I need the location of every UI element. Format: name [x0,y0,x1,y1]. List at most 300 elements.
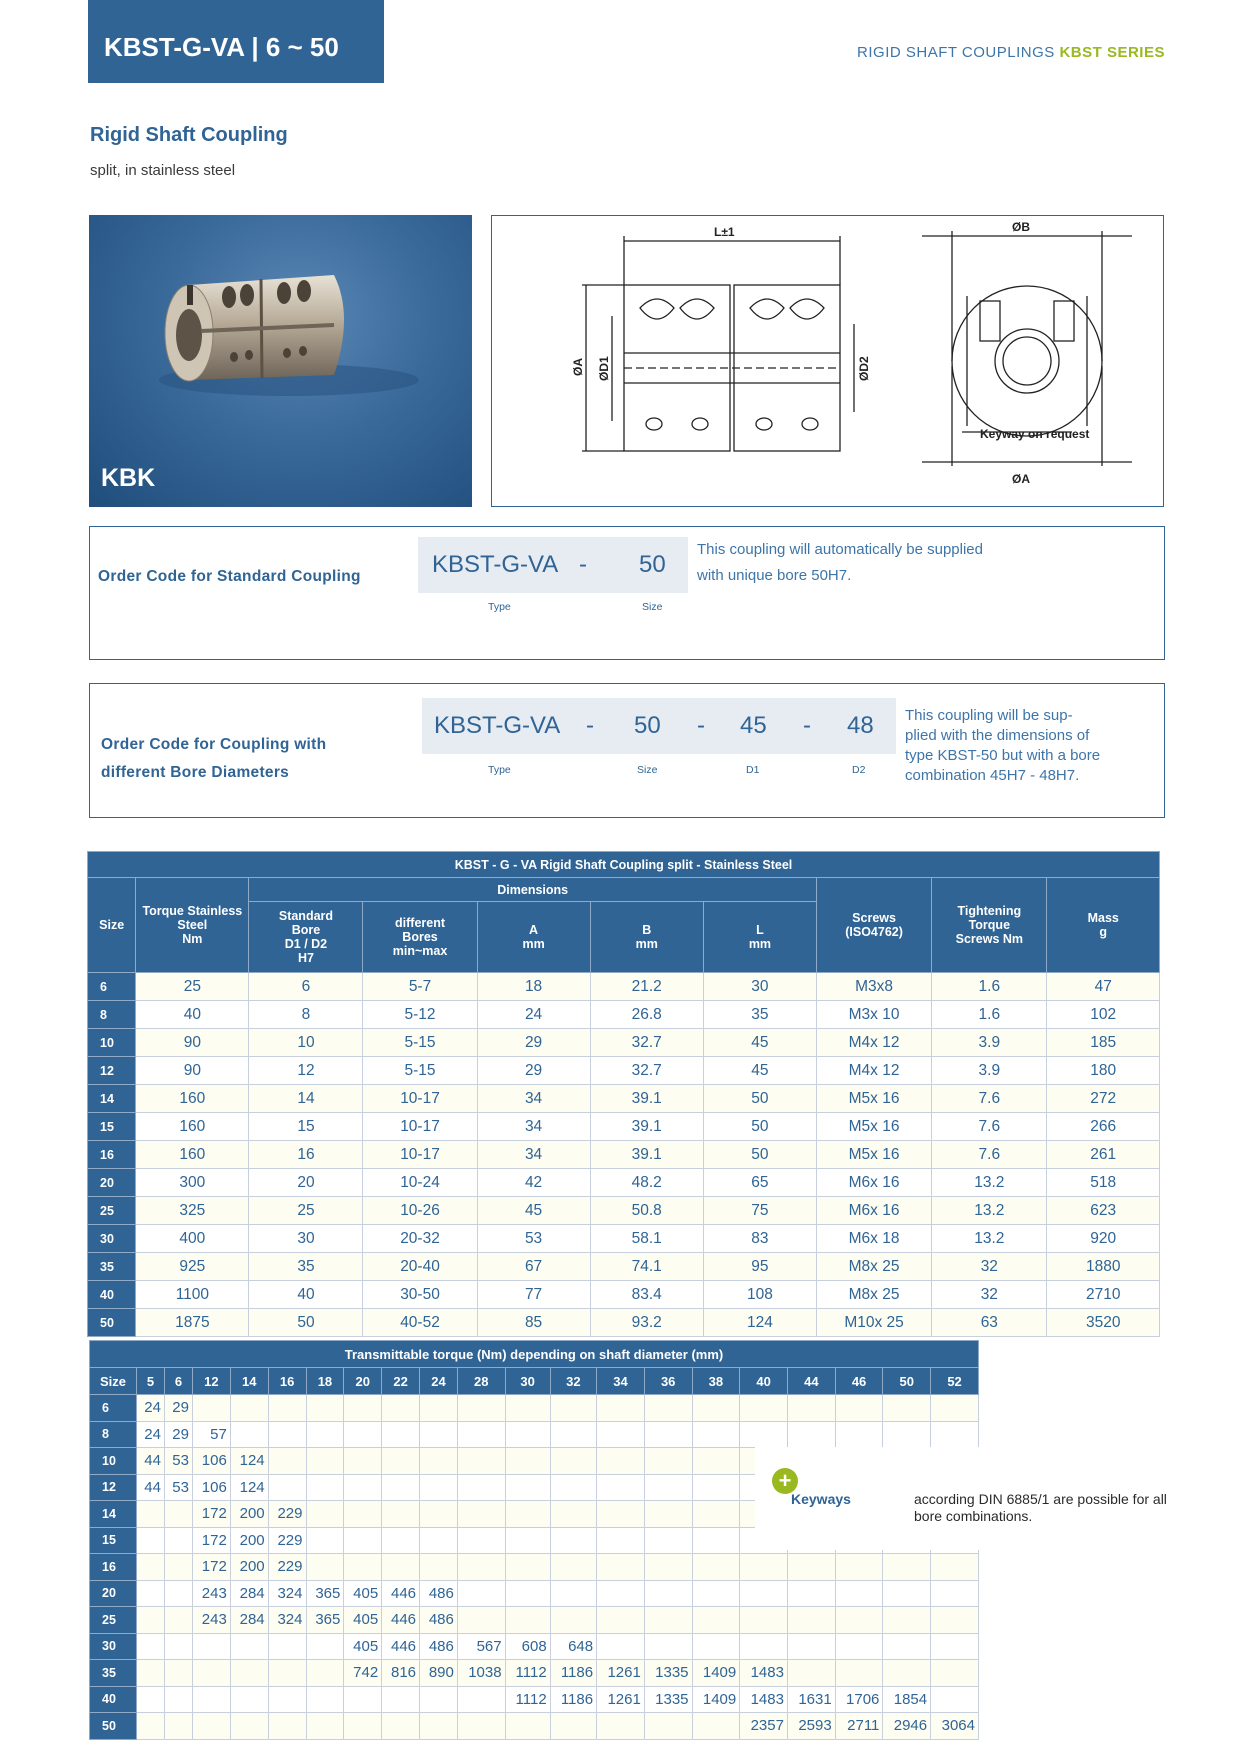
side-view-outer [952,286,1102,436]
table-cell [597,1448,645,1475]
table-cell: 30 [703,973,816,1001]
table-cell: 200 [230,1527,268,1554]
table-cell: 200 [230,1554,268,1581]
table-cell [692,1580,740,1607]
label-line: different Bore Diameters [101,764,290,781]
table-cell [597,1527,645,1554]
table-cell: 172 [192,1501,230,1528]
table-cell [505,1713,550,1740]
table-cell [931,1686,979,1713]
table-cell: 45 [703,1057,816,1085]
table-cell: 243 [192,1580,230,1607]
table-cell [420,1395,458,1422]
table-cell [692,1713,740,1740]
col-mass: Mass g [1047,878,1160,973]
table-cell [644,1554,692,1581]
table-cell [382,1713,420,1740]
table-cell: 24 [137,1395,165,1422]
table-row [88,1281,1160,1309]
table-cell: 50 [703,1085,816,1113]
table-cell [457,1395,505,1422]
table-cell [420,1527,458,1554]
table-cell [692,1421,740,1448]
caption-size: Size [637,764,658,776]
label-a-front: ØA [571,358,585,376]
table-cell [382,1527,420,1554]
table-cell [931,1554,979,1581]
table-row [88,1085,1160,1113]
table-cell [268,1474,306,1501]
row-size: 50 [90,1713,137,1740]
table-cell: 1186 [550,1660,596,1687]
table-row [88,1197,1160,1225]
table-cell [137,1501,165,1528]
table-cell: M3x8 [817,973,932,1001]
table-row [90,1421,979,1448]
row-size: 40 [88,1281,136,1309]
table-cell [550,1607,596,1634]
table-row [90,1713,979,1740]
table-cell: 1483 [740,1660,788,1687]
table-cell [230,1633,268,1660]
label-a-side: ØA [1012,472,1030,486]
row-size: 8 [90,1421,137,1448]
table-cell: 7.6 [932,1085,1047,1113]
table-cell [644,1395,692,1422]
table-cell: 65 [703,1169,816,1197]
table-cell: 5-7 [363,973,477,1001]
table-cell: 1100 [136,1281,249,1309]
table-cell [505,1607,550,1634]
table-cell [883,1421,931,1448]
table-cell [931,1580,979,1607]
code-size: 50 [634,712,661,739]
table-cell: 35 [249,1253,363,1281]
table-cell [344,1686,382,1713]
table-cell: 32 [932,1253,1047,1281]
row-size: 14 [88,1085,136,1113]
code-dash: - [579,551,587,578]
table-row [88,1309,1160,1337]
table-cell [420,1686,458,1713]
col-diameter: 32 [550,1368,596,1395]
table-cell: 324 [268,1607,306,1634]
table-cell: 8 [249,1001,363,1029]
row-size: 30 [88,1225,136,1253]
order-different-note [905,706,1100,786]
table-cell [344,1713,382,1740]
table-cell [344,1395,382,1422]
col-size: Size [88,878,136,973]
table-cell [268,1660,306,1687]
table-cell: 365 [306,1607,344,1634]
table-cell [192,1713,230,1740]
table-cell: 44 [137,1448,165,1475]
table-row [88,973,1160,1001]
table-cell: 405 [344,1580,382,1607]
table-cell: 13.2 [932,1225,1047,1253]
table-cell [192,1686,230,1713]
table-cell [692,1395,740,1422]
table-cell: 816 [382,1660,420,1687]
table-cell: 102 [1047,1001,1160,1029]
table-cell [550,1421,596,1448]
order-different-label [101,731,326,787]
spec-table-banner: KBST - G - VA Rigid Shaft Coupling split - Stainless Steel [88,852,1160,878]
table-row [88,1057,1160,1085]
col-diameter: 50 [883,1368,931,1395]
table-cell: 229 [268,1501,306,1528]
table-cell [382,1554,420,1581]
row-size: 40 [90,1686,137,1713]
table-cell: 83 [703,1225,816,1253]
table-cell [644,1448,692,1475]
table-cell: 1483 [740,1686,788,1713]
table-cell: 2710 [1047,1281,1160,1309]
table-row [90,1686,979,1713]
table-cell [344,1527,382,1554]
table-cell: 3.9 [932,1029,1047,1057]
table-cell [457,1421,505,1448]
table-cell [457,1713,505,1740]
table-cell: 25 [249,1197,363,1225]
col-diameter: 6 [164,1368,192,1395]
table-cell [931,1633,979,1660]
table-cell: 1261 [597,1686,645,1713]
table-cell: 1038 [457,1660,505,1687]
table-cell [931,1660,979,1687]
table-cell [344,1448,382,1475]
order-code-different [89,683,1165,818]
row-size: 6 [88,973,136,1001]
col-tightening: Tightening Torque Screws Nm [932,878,1047,973]
table-row [90,1580,979,1607]
table-cell [164,1580,192,1607]
table-cell [505,1527,550,1554]
table-cell [740,1554,788,1581]
product-description: split, in stainless steel [90,162,236,179]
col-diameter: 18 [306,1368,344,1395]
table-cell [740,1580,788,1607]
table-cell [550,1395,596,1422]
table-cell [164,1686,192,1713]
table-cell: 1631 [787,1686,835,1713]
table-cell: 446 [382,1607,420,1634]
row-size: 15 [90,1527,137,1554]
table-cell [740,1607,788,1634]
table-cell: 446 [382,1580,420,1607]
keyways-note [778,1468,1212,1548]
table-cell [137,1580,165,1607]
table-cell [597,1580,645,1607]
table-cell [306,1633,344,1660]
col-diameter: 14 [230,1368,268,1395]
table-cell: 77 [477,1281,590,1309]
table-cell: 26.8 [590,1001,703,1029]
table-cell [505,1474,550,1501]
col-torque: Torque Stainless Steel Nm [136,878,249,973]
label-keyway: Keyway on request [980,427,1090,441]
coupling-image [89,215,472,507]
row-size: 10 [88,1029,136,1057]
drawing-svg [492,216,1163,506]
table-cell: 2711 [835,1713,883,1740]
row-size: 8 [88,1001,136,1029]
table-cell: 95 [703,1253,816,1281]
table-cell: M5x 16 [817,1113,932,1141]
order-standard-code [418,537,688,593]
col-screws: Screws (ISO4762) [817,878,932,973]
table-cell: 890 [420,1660,458,1687]
table-cell: 405 [344,1607,382,1634]
col-diameter: 44 [787,1368,835,1395]
code-type: KBST-G-VA [434,712,561,739]
table-cell: 160 [136,1085,249,1113]
table-cell: 18 [477,973,590,1001]
table-cell: M3x 10 [817,1001,932,1029]
table-cell [931,1421,979,1448]
table-cell: M4x 12 [817,1029,932,1057]
table-cell [192,1633,230,1660]
table-cell [740,1395,788,1422]
table-cell [835,1395,883,1422]
code-dash: - [586,712,594,739]
table-cell: 623 [1047,1197,1160,1225]
table-cell: 21.2 [590,973,703,1001]
table-cell: 405 [344,1633,382,1660]
col-l: L mm [703,902,816,973]
table-cell: 124 [230,1448,268,1475]
table-cell [692,1607,740,1634]
table-cell: 50 [703,1141,816,1169]
table-cell: 6 [249,973,363,1001]
table-cell: 42 [477,1169,590,1197]
table-cell [306,1686,344,1713]
table-cell [192,1660,230,1687]
table-cell [137,1633,165,1660]
table-cell: 10-17 [363,1141,477,1169]
row-size: 10 [90,1448,137,1475]
table-cell: 40 [136,1001,249,1029]
col-diameter: 20 [344,1368,382,1395]
row-size: 25 [90,1607,137,1634]
table-cell: 85 [477,1309,590,1337]
table-cell: 486 [420,1607,458,1634]
table-cell: 567 [457,1633,505,1660]
table-cell: 108 [703,1281,816,1309]
table-cell [597,1421,645,1448]
table-cell: 75 [703,1197,816,1225]
code-dash: - [697,712,705,739]
torque-table-title: Transmittable torque (Nm) depending on shaft diameter (mm) [90,1341,979,1368]
table-cell [420,1421,458,1448]
table-cell: 40-52 [363,1309,477,1337]
table-cell [137,1686,165,1713]
table-cell [692,1501,740,1528]
table-cell [137,1713,165,1740]
table-cell: 20-40 [363,1253,477,1281]
table-cell: M6x 16 [817,1197,932,1225]
table-cell [644,1713,692,1740]
table-row [90,1395,979,1422]
table-cell [931,1395,979,1422]
caption-size: Size [642,601,663,613]
order-standard-label: Order Code for Standard Coupling [98,568,361,585]
table-cell [550,1501,596,1528]
table-cell: 1335 [644,1660,692,1687]
table-cell: 50.8 [590,1197,703,1225]
table-cell: 7.6 [932,1113,1047,1141]
table-cell: 3520 [1047,1309,1160,1337]
table-cell [787,1580,835,1607]
product-photo [89,215,472,507]
table-cell [137,1607,165,1634]
table-cell: 1186 [550,1686,596,1713]
table-row [88,1141,1160,1169]
table-cell: 486 [420,1580,458,1607]
col-diameter: 24 [420,1368,458,1395]
table-cell: 32 [932,1281,1047,1309]
table-cell [306,1501,344,1528]
table-cell [787,1607,835,1634]
table-cell: 1409 [692,1660,740,1687]
table-cell [306,1713,344,1740]
code-size: 50 [639,551,666,578]
torque-table-header [90,1368,979,1395]
table-cell [344,1474,382,1501]
table-cell [644,1474,692,1501]
table-cell [268,1448,306,1475]
table-row [88,1225,1160,1253]
col-size: Size [90,1368,137,1395]
note-line: combination 45H7 - 48H7. [905,767,1080,784]
label-b: ØB [1012,220,1030,234]
table-cell [505,1448,550,1475]
table-cell [344,1501,382,1528]
table-cell: 325 [136,1197,249,1225]
row-size: 15 [88,1113,136,1141]
table-cell [692,1448,740,1475]
table-row [88,1113,1160,1141]
table-cell [597,1395,645,1422]
table-cell: 53 [164,1448,192,1475]
table-cell [382,1395,420,1422]
table-cell: M6x 18 [817,1225,932,1253]
col-diameter: 28 [457,1368,505,1395]
table-cell: 25 [136,973,249,1001]
table-cell: 742 [344,1660,382,1687]
order-code-standard [89,526,1165,660]
table-cell: 20 [249,1169,363,1197]
table-cell: 1335 [644,1686,692,1713]
table-cell: 229 [268,1554,306,1581]
table-cell: 648 [550,1633,596,1660]
table-cell: 40 [249,1281,363,1309]
col-diff-bores: different Bores min~max [363,902,477,973]
table-cell: M5x 16 [817,1141,932,1169]
table-cell [597,1501,645,1528]
table-cell: 1112 [505,1660,550,1687]
keyways-label: Keyways [791,1491,851,1507]
table-cell: 45 [477,1197,590,1225]
table-cell: 32.7 [590,1029,703,1057]
caption-type: Type [488,764,511,776]
table-row [88,1001,1160,1029]
label-d1: ØD1 [597,356,611,381]
table-cell: 12 [249,1057,363,1085]
table-cell: 324 [268,1580,306,1607]
table-cell [550,1554,596,1581]
table-cell [835,1660,883,1687]
table-cell: 518 [1047,1169,1160,1197]
code-d1: 45 [740,712,767,739]
table-cell [306,1421,344,1448]
table-cell [164,1660,192,1687]
table-cell: 160 [136,1113,249,1141]
table-cell: 29 [477,1029,590,1057]
table-cell: 3.9 [932,1057,1047,1085]
table-cell: 200 [230,1501,268,1528]
table-cell [692,1554,740,1581]
table-cell [550,1527,596,1554]
table-cell [505,1501,550,1528]
row-size: 50 [88,1309,136,1337]
table-cell: 90 [136,1057,249,1085]
table-cell [268,1395,306,1422]
table-cell [382,1448,420,1475]
table-cell: 365 [306,1580,344,1607]
table-cell [597,1633,645,1660]
spec-table-body [88,973,1160,1337]
table-cell: 50 [703,1113,816,1141]
table-cell: 29 [164,1421,192,1448]
table-cell [420,1713,458,1740]
table-cell: 50 [249,1309,363,1337]
table-cell: 3064 [931,1713,979,1740]
technical-drawing [491,215,1164,507]
table-cell: 124 [230,1474,268,1501]
note-line: This coupling will automatically be supplied [697,541,983,558]
table-cell [787,1421,835,1448]
table-cell: 608 [505,1633,550,1660]
table-cell: 10-24 [363,1169,477,1197]
order-standard-note [697,537,983,589]
order-different-code [422,698,896,754]
table-cell: 90 [136,1029,249,1057]
table-cell [644,1580,692,1607]
code-type: KBST-G-VA [432,551,559,578]
table-cell: 10-17 [363,1085,477,1113]
table-cell [137,1660,165,1687]
table-cell: 400 [136,1225,249,1253]
table-cell [230,1421,268,1448]
table-cell [644,1421,692,1448]
table-cell [883,1580,931,1607]
col-diameter: 36 [644,1368,692,1395]
table-cell [457,1554,505,1581]
table-cell [787,1633,835,1660]
table-cell [550,1580,596,1607]
table-cell: 261 [1047,1141,1160,1169]
table-cell: 172 [192,1527,230,1554]
table-cell: 10-17 [363,1113,477,1141]
table-cell [883,1607,931,1634]
table-cell [164,1713,192,1740]
table-cell: 44 [137,1474,165,1501]
col-dimensions-group: Dimensions [249,878,817,902]
table-cell: 14 [249,1085,363,1113]
table-cell [192,1395,230,1422]
